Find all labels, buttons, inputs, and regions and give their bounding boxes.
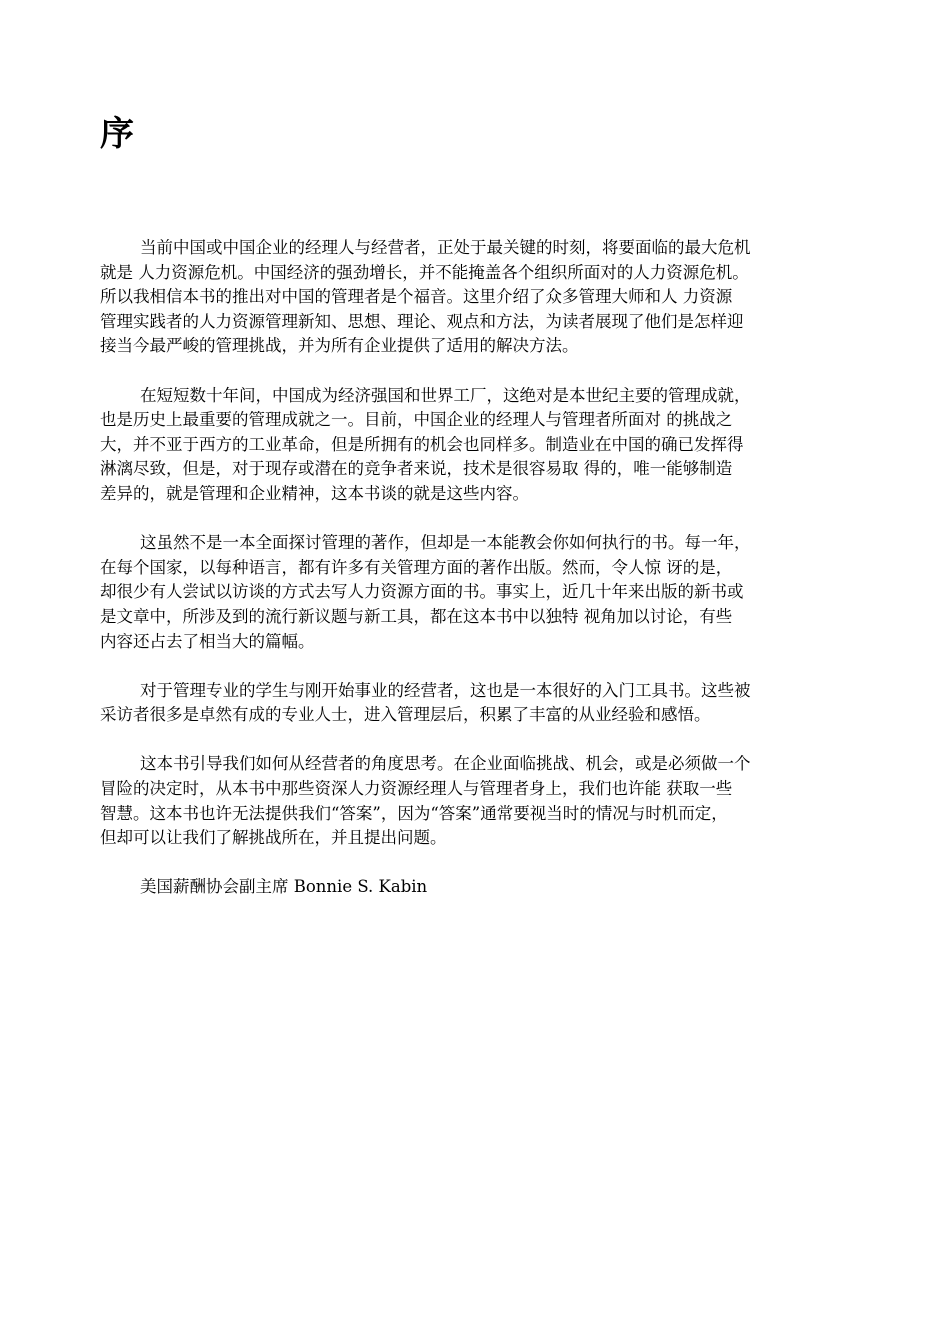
paragraph-line: 在短短数十年间，中国成为经济强国和世界工厂，这绝对是本世纪主要的管理成就， bbox=[140, 385, 751, 405]
paragraph-4 bbox=[100, 679, 870, 728]
paragraph-line: 冒险的决定时，从本书中那些资深人力资源经理人与管理者身上，我们也许能 获取一些 bbox=[100, 779, 733, 799]
paragraph-line: 管理实践者的人力资源管理新知、思想、理论、观点和方法，为读者展现了他们是怎样迎 bbox=[100, 311, 744, 331]
paragraph-2 bbox=[100, 384, 870, 507]
paragraph-3 bbox=[100, 531, 870, 654]
paragraph-line: 当前中国或中国企业的经理人与经营者，正处于最关键的时刻，将要面临的最大危机 bbox=[140, 238, 751, 257]
paragraph-1 bbox=[100, 236, 870, 359]
paragraph-line: 内容还占去了相当大的篇幅。 bbox=[100, 631, 315, 651]
paragraph-line: 淋漓尽致，但是，对于现存或潜在的竞争者来说，技术是很容易取 得的，唯一能够制造 bbox=[100, 459, 733, 479]
paragraph-line: 也是历史上最重要的管理成就之一。目前，中国企业的经理人与管理者所面对 的挑战之 bbox=[100, 410, 733, 430]
paragraph-line: 是文章中，所涉及到的流行新议题与新工具，都在这本书中以独特 视角加以讨论，有些 bbox=[100, 606, 733, 626]
paragraph-line: 这本书引导我们如何从经营者的角度思考。在企业面临挑战、机会，或是必须做一个 bbox=[140, 754, 751, 774]
paragraph-line: 大，并不亚于西方的工业革命，但是所拥有的机会也同样多。制造业在中国的确已发挥得 bbox=[100, 434, 744, 454]
paragraph-line: 采访者很多是卓然有成的专业人士，进入管理层后，积累了丰富的从业经验和感悟。 bbox=[100, 705, 711, 725]
signature: 美国薪酬协会副主席 Bonnie S. Kabin bbox=[140, 877, 428, 897]
paragraph-line: 接当今最严峻的管理挑战，并为所有企业提供了适用的解决方法。 bbox=[100, 336, 579, 356]
paragraph-line: 却很少有人尝试以访谈的方式去写人力资源方面的书。事实上，近几十年来出版的新书或 bbox=[100, 582, 744, 602]
preface-body bbox=[100, 236, 870, 900]
paragraph-line: 智慧。这本书也许无法提供我们“答案”，因为“答案”通常要视当时的情况与时机而定， bbox=[100, 803, 728, 823]
page-title: 序 bbox=[100, 114, 134, 154]
paragraph-line: 但却可以让我们了解挑战所在，并且提出问题。 bbox=[100, 828, 447, 848]
paragraph-line: 在每个国家，以每种语言，都有许多有关管理方面的著作出版。然而，令人惊 讶的是， bbox=[100, 557, 733, 577]
paragraph-5 bbox=[100, 752, 870, 850]
paragraph-line: 所以我相信本书的推出对中国的管理者是个福音。这里介绍了众多管理大师和人 力资源 bbox=[100, 287, 733, 307]
paragraph-line: 对于管理专业的学生与刚开始事业的经营者，这也是一本很好的入门工具书。这些被 bbox=[140, 680, 751, 700]
paragraph-line: 这虽然不是一本全面探讨管理的著作，但却是一本能教会你如何执行的书。每一年， bbox=[140, 533, 751, 553]
paragraph-line: 差异的，就是管理和企业精神，这本书谈的就是这些内容。 bbox=[100, 483, 529, 503]
paragraph-line: 就是 人力资源危机。中国经济的强劲增长，并不能掩盖各个组织所面对的人力资源危机。 bbox=[100, 262, 749, 282]
